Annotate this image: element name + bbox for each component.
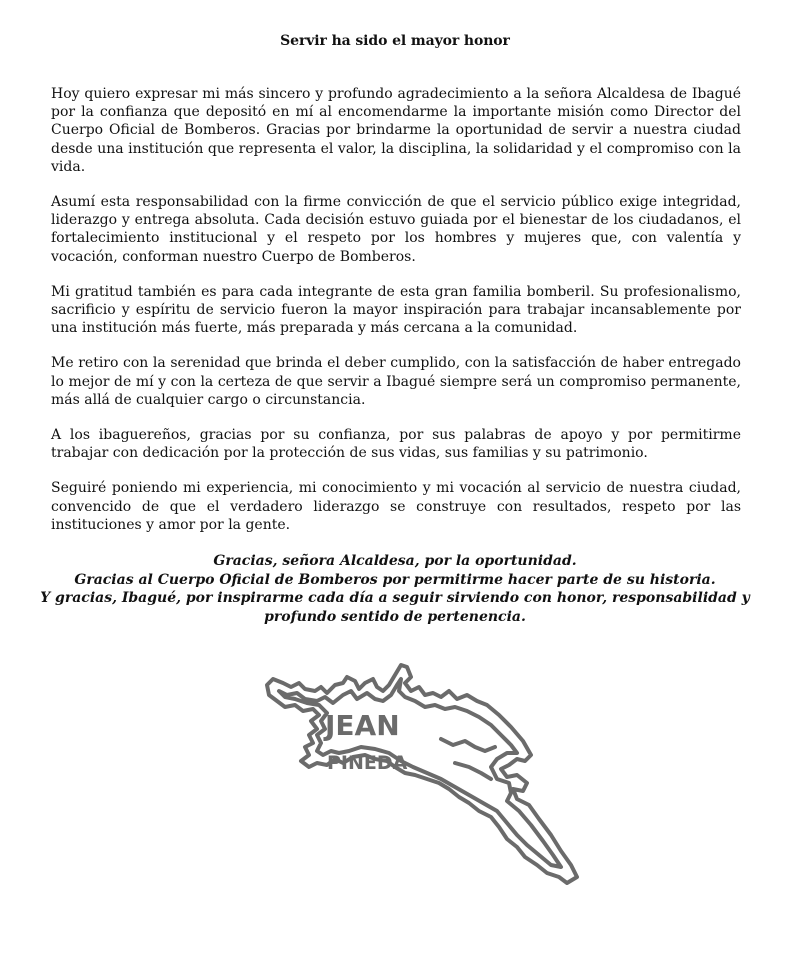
closing-line-2: Gracias al Cuerpo Oficial de Bomberos por permitirme hacer parte de su historia. [74,571,716,588]
paragraph-6: Seguiré poniendo mi experiencia, mi conocimiento y mi vocación al servicio de nuestra ciudad, convencido de que el verdadero liderazgo se construye con resultados, respeto por las instituciones y amor por la gente. [51,480,741,533]
paragraph-5: A los ibaguereños, gracias por su confianza, por sus palabras de apoyo y por permitirme trabajar con dedicación por la protección de sus vidas, sus familias y su patrimonio. [51,427,741,462]
document-body [51,85,741,551]
closing-line-3: Y gracias, Ibagué, por inspirarme cada día a seguir sirviendo con honor, responsabilidad y profundo sentido de pertenencia. [40,590,750,625]
paragraph-4: Me retiro con la serenidad que brinda el deber cumplido, con la satisfacción de haber entregado lo mejor de mí y con la certeza de que servir a Ibagué siempre será un compromiso permanente, más allá de cualquier cargo o circunstancia. [51,355,741,408]
paragraph-2: Asumí esta responsabilidad con la firme convicción de que el servicio público exige integridad, liderazgo y entrega absoluta. Cada decisión estuvo guiada por el bienestar de los ciudadanos, el fortalecimiento institucional y el respeto por los hombres y mujeres que, con valentía y vocación, conforman nuestro Cuerpo de Bomberos. [51,194,741,265]
closing-line-1: Gracias, señora Alcaldesa, por la oportunidad. [213,553,577,569]
document-title: Servir ha sido el mayor honor [280,33,510,49]
logo-line-1: JEAN [325,709,400,742]
paragraph-1: Hoy quiero expresar mi más sincero y profundo agradecimiento a la señora Alcaldesa de Ibagué por la confianza que depositó en mí al encomendarme la importante misión como Director del Cuerpo Oficial de Bomberos. Gracias por brindarme la oportunidad de servir a nuestra ciudad desde una institución que representa el valor, la disciplina, la solidaridad y el compromiso con la vida. [51,86,741,175]
paragraph-3: Mi gratitud también es para cada integrante de esta gran familia bomberil. Su profesionalismo, sacrificio y espíritu de servicio fueron la mayor inspiración para trabajar incansablemente por una institución más fuerte, más preparada y más cercana a la comunidad. [51,283,741,337]
tolima-map-outline-icon [255,655,615,895]
jean-pineda-logo [255,655,615,895]
closing-statement [40,552,750,626]
logo-line-2: PINEDA [327,752,408,774]
